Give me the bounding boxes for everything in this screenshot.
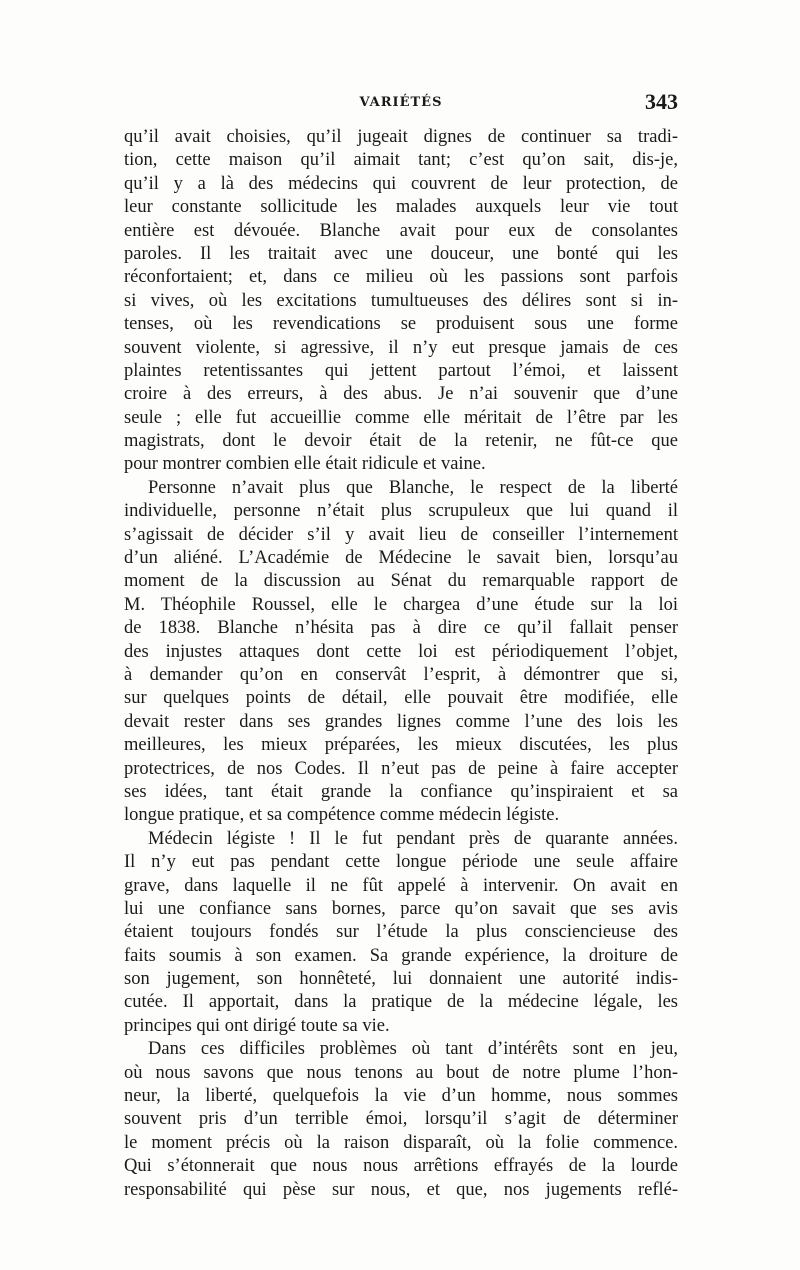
text-line: croire à des erreurs, à des abus. Je n’ai souvenir que d’une (124, 384, 678, 405)
text-line: où nous savons que nous tenons au bout de notre plume l’hon- (124, 1062, 678, 1083)
text-line: cutée. Il apportait, dans la pratique de la médecine légale, les (124, 992, 678, 1013)
text-line: le moment précis où la raison disparaît, où la folie commence. (124, 1132, 678, 1153)
text-line: devait rester dans ses grandes lignes comme l’une des lois les (124, 711, 678, 732)
text-line: seule ; elle fut accueillie comme elle méritait de l’être par les (124, 407, 678, 428)
body-text (124, 126, 678, 1202)
text-line: sur quelques points de détail, elle pouvait être modifiée, elle (124, 688, 678, 709)
text-line: de 1838. Blanche n’hésita pas à dire ce qu’il fallait penser (124, 618, 678, 639)
text-line: grave, dans laquelle il ne fût appelé à intervenir. On avait en (124, 875, 678, 896)
text-line: qu’il avait choisies, qu’il jugeait dignes de continuer sa tradi- (124, 127, 678, 147)
text-line: tenses, où les revendications se produisent sous une forme (124, 314, 678, 335)
text-line: individuelle, personne n’était plus scrupuleux que lui quand il (124, 501, 678, 522)
text-line: magistrats, dont le devoir était de la retenir, ne fût-ce que (124, 431, 678, 452)
text-line: ses idées, tant était grande la confiance qu’inspiraient et sa (124, 781, 678, 802)
text-line: Dans ces difficiles problèmes où tant d’intérêts sont en jeu, (148, 1039, 678, 1060)
text-line: paroles. Il les traitait avec une douceur, une bonté qui les (124, 243, 678, 264)
text-line: lui une confiance sans bornes, parce qu’on savait que ses avis (124, 898, 678, 919)
text-line: plaintes retentissantes qui jettent partout l’émoi, et laissent (124, 360, 678, 381)
text-line: entière est dévouée. Blanche avait pour eux de consolantes (124, 220, 678, 241)
text-line: principes qui ont dirigé toute sa vie. (124, 1015, 390, 1036)
text-line: des injustes attaques dont cette loi est périodiquement l’objet, (124, 641, 678, 662)
text-line: qu’il y a là des médecins qui couvrent de leur protection, de (124, 173, 678, 194)
text-line: faits soumis à son examen. Sa grande expérience, la droiture de (124, 945, 678, 966)
text-line: responsabilité qui pèse sur nous, et que, nos jugements reflé- (124, 1179, 678, 1200)
running-title: VARIÉTÉS (359, 95, 443, 110)
text-line: leur constante sollicitude les malades auxquels leur vie tout (124, 197, 678, 218)
text-line: neur, la liberté, quelquefois la vie d’un homme, nous sommes (124, 1086, 678, 1107)
text-line: étaient toujours fondés sur l’étude la plus consciencieuse des (124, 922, 678, 943)
text-line: longue pratique, et sa compétence comme médecin légiste. (124, 805, 560, 826)
text-line: si vives, où les excitations tumultueuses des délires sont si in- (124, 290, 678, 311)
text-line: pour montrer combien elle était ridicule et vaine. (124, 454, 486, 475)
text-line: meilleures, les mieux préparées, les mieux discutées, les plus (124, 735, 678, 756)
text-line: d’un aliéné. L’Académie de Médecine le savait bien, lorsqu’au (124, 548, 678, 569)
text-line: Médecin légiste ! Il le fut pendant près de quarante années. (148, 828, 678, 849)
text-line: tion, cette maison qu’il aimait tant; c’est qu’on sait, dis-je, (124, 150, 678, 171)
text-line: Il n’y eut pas pendant cette longue période une seule affaire (124, 852, 678, 873)
text-line: à demander qu’on en conservât l’esprit, à démontrer que si, (124, 664, 678, 685)
running-head (124, 89, 678, 117)
text-line: souvent pris d’un terrible émoi, lorsqu’il s’agit de déterminer (124, 1109, 678, 1130)
text-line: M. Théophile Roussel, elle le chargea d’une étude sur la loi (124, 594, 678, 615)
text-line: moment de la discussion au Sénat du remarquable rapport de (124, 571, 678, 592)
text-line: Qui s’étonnerait que nous nous arrêtions effrayés de la lourde (124, 1156, 678, 1177)
text-line: Personne n’avait plus que Blanche, le respect de la liberté (148, 477, 678, 498)
text-line: protectrices, de nos Codes. Il n’eut pas de peine à faire accepter (124, 758, 678, 779)
text-line: souvent violente, si agressive, il n’y eut presque jamais de ces (124, 337, 678, 358)
page-number: 343 (645, 89, 678, 114)
text-line: s’agissait de décider s’il y avait lieu de conseiller l’internement (124, 524, 678, 545)
text-line: réconfortaient; et, dans ce milieu où les passions sont parfois (124, 267, 678, 288)
text-line: son jugement, son honnêteté, lui donnaient une autorité indis- (124, 969, 678, 990)
